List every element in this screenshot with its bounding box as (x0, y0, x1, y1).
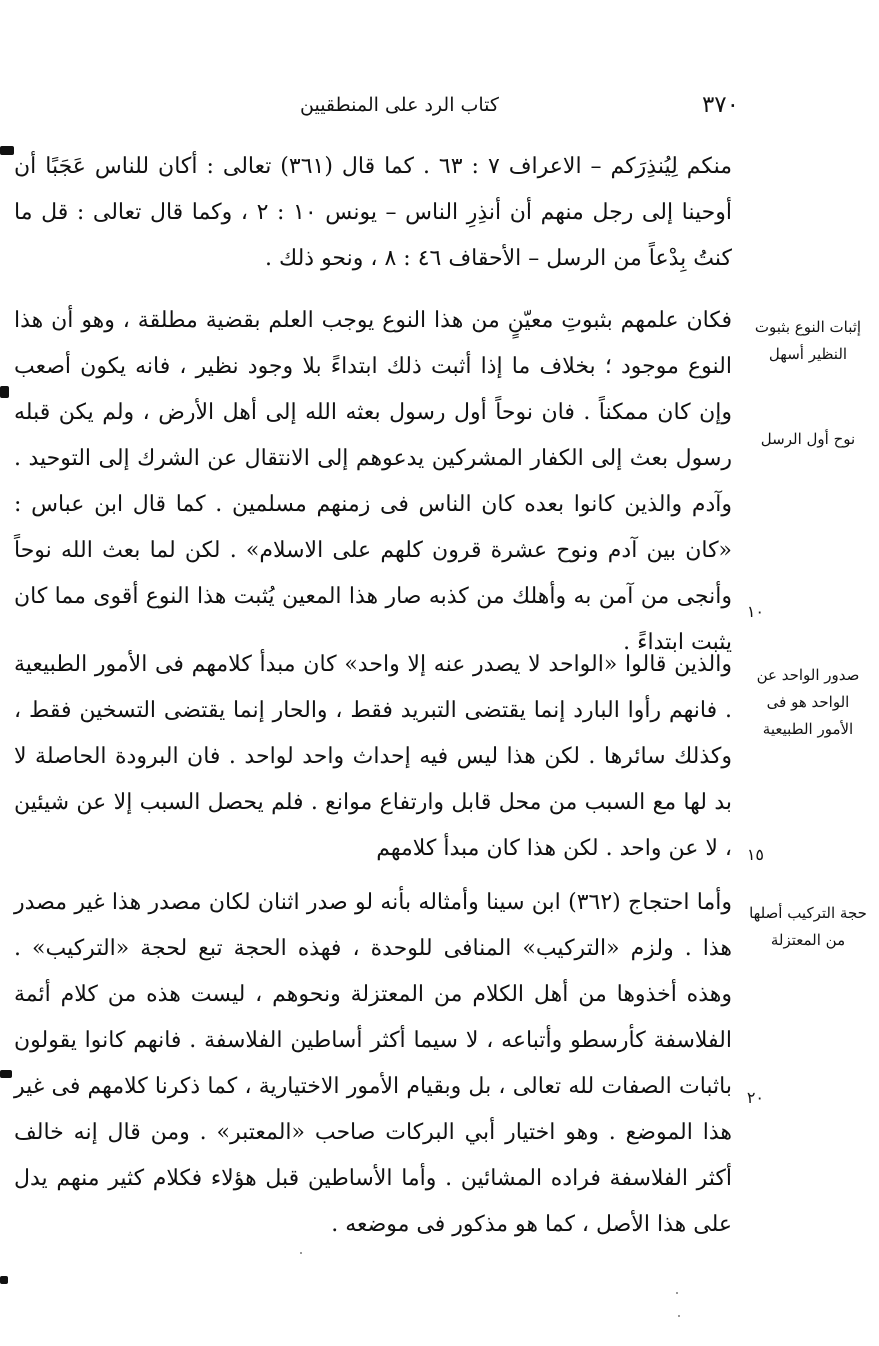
line-number-15: ١٥ (746, 845, 764, 864)
scan-speck (676, 1292, 678, 1294)
margin-note-composition: حجة التركيب أصلها من المعتزلة (749, 904, 867, 949)
scan-edge-mark (0, 1276, 8, 1284)
margin-note-noah: نوح أول الرسل (760, 430, 856, 448)
page-number: ٣٧٠ (701, 92, 739, 118)
paragraph-text: فكان علمهم بثبوتِ معيّنٍ من هذا النوع يوجب العلم بقضية مطلقة ، وهو أن هذا النوع موجود ؛ بخلاف ما إذا أثبت ذلك ابتداءً بلا وجود نظير ، فانه يكون أصعب وإن كان ممكناً . فان نوحاً أول رسول بعثه الله إلى أهل الأرض ، ولم يكن قبله رسول بعث إلى الكفار المشركين يدعوهم إلى الانتقال عن الشرك إلى التوحيد . وآدم والذين كانوا بعده كان الناس فى زمنهم مسلمين . كما قال ابن عباس : «كان بين آدم ونوح عشرة قرون كلهم على الاسلام» . لكن لما بعث الله نوحاً وأنجى من آمن به وأهلك من كذبه صار هذا المعين يُثبت هذا النوع أقوى مما كان يثبت ابتداءً . (14, 308, 732, 655)
scan-edge-mark (0, 146, 14, 155)
running-title: كتاب الرد على المنطقيين (300, 94, 499, 116)
scan-speck (678, 1315, 680, 1317)
scan-edge-mark (0, 1070, 12, 1078)
body-paragraph-3 (14, 642, 732, 872)
body-paragraph-2 (14, 298, 732, 666)
line-number-10: ١٠ (746, 602, 764, 621)
body-paragraph-1 (14, 144, 732, 282)
margin-note-proof-by-analogy: إثبات النوع بثبوت النظير أسهل (754, 318, 862, 363)
paragraph-text: منكم لِيُنذِرَكم – الاعراف ٧ : ٦٣ . كما قال (٣٦١) تعالى : أكان للناس عَجَبًا أن أوحينا إلى رجل منهم أن أنذِرِ الناس – يونس ١٠ : ٢ ، وكما قال تعالى : قل ما كنتُ بِدْعاً من الرسل – الأحقاف ٤٦ : ٨ ، ونحو ذلك . (14, 154, 732, 271)
scan-speck (300, 1252, 302, 1254)
paragraph-text: والذين قالوا «الواحد لا يصدر عنه إلا واحد» كان مبدأ كلامهم فى الأمور الطبيعية . فانهم رأوا البارد إنما يقتضى التبريد فقط ، والحار إنما يقتضى التسخين فقط ، وكذلك سائرها . لكن هذا ليس فيه إحداث واحد لواحد . فان البرودة الحاصلة لا بد لها مع السبب من محل قابل وارتفاع موانع . فلم يحصل السبب إلا عن شيئين ، لا عن واحد . لكن هذا كان مبدأ كلامهم (14, 652, 732, 861)
scan-edge-mark (0, 386, 9, 398)
body-paragraph-4 (14, 880, 732, 1248)
page-header (0, 86, 879, 126)
paragraph-text: وأما احتجاج (٣٦٢) ابن سينا وأمثاله بأنه لو صدر اثنان لكان مصدر هذا غير مصدر هذا . ولزم «التركيب» المنافى للوحدة ، فهذه الحجة تبع لحجة «التركيب» . وهذه أخذوها من أهل الكلام من المعتزلة ونحوهم ، ليست هذه من كلام أئمة الفلاسفة كأرسطو وأتباعه ، لا سيما أكثر أساطين الفلاسفة . فانهم كانوا يقولون باثبات الصفات لله تعالى ، بل وبقيام الأمور الاختيارية ، كما ذكرنا كلامهم فى غير هذا الموضع . وهو اختيار أبي البركات صاحب «المعتبر» . ومن قال إنه خالف أكثر الفلاسفة فراده المشائين . وأما الأساطين قبل هؤلاء فكلام كثير منهم يدل على هذا الأصل ، كما هو مذكور فى موضعه . (14, 890, 733, 1237)
line-number-20: ٢٠ (746, 1088, 764, 1107)
margin-note-one-from-one: صدور الواحد عن الواحد هو فى الأمور الطبيعية (756, 666, 860, 738)
